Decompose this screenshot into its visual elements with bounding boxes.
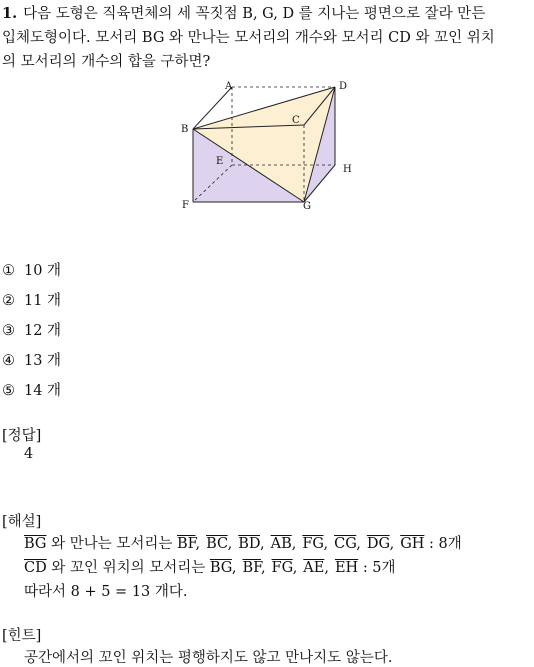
choice-3[interactable] (2, 319, 61, 340)
choice-mark: ② (2, 293, 15, 309)
vertex-label-C: C (292, 115, 300, 126)
choice-value: 13 개 (24, 353, 62, 369)
vertex-label-A: A (225, 81, 233, 92)
explanation-label: [해설] (2, 514, 42, 530)
question-line-1 (2, 2, 485, 23)
explanation-count-2: : 5개 (362, 560, 396, 576)
choice-mark: ① (2, 263, 15, 279)
edge-item: $\overline{BG}$ (209, 560, 232, 576)
edge-item: $\overline{AB}$ (270, 536, 292, 552)
vertex-label-E: E (216, 156, 224, 167)
segment-CD: $\overline{CD}$ (24, 560, 47, 576)
edge-item: $\overline{BF}$ (242, 560, 261, 576)
explanation-text-1: 와 만나는 모서리는 (51, 536, 173, 552)
edge-item: $\overline{AE}$ (303, 560, 325, 576)
edge-item: $\overline{CG}$ (334, 536, 357, 552)
edge-item: $\overline{EH}$ (334, 560, 359, 576)
edge-item: $\overline{BF}$ (177, 536, 196, 552)
answer-label: [정답] (2, 428, 42, 444)
hint-label: [힌트] (2, 628, 42, 644)
vertex-label-G: G (303, 201, 311, 212)
choice-mark: ⑤ (2, 383, 15, 399)
vertex-label-F: F (182, 200, 189, 211)
question-line-2: 입체도형이다. 모서리 BG 와 만나는 모서리의 개수와 모서리 CD 와 꼬인 위치 (2, 30, 495, 46)
explanation-line-3: 따라서 8 + 5 = 13 개다. (24, 584, 188, 600)
edge-item: $\overline{DG}$ (366, 536, 390, 552)
question-text-1: 다음 도형은 직육면체의 세 꼭짓점 B, G, D 를 지나는 평면으로 잘라 만든 (23, 6, 486, 22)
edge-item: $\overline{FG}$ (302, 536, 324, 552)
segment-BG: $\overline{BG}$ (24, 536, 47, 552)
question-line-3: 의 모서리의 개수의 합을 구하면? (2, 54, 211, 70)
hint-text: 공간에서의 꼬인 위치는 평행하지도 않고 만나지도 않는다. (24, 650, 393, 666)
explanation-line-2: $\overline{CD}$ 와 꼬인 위치의 모서리는 $\overline{BG}$, $\overline{BF}$, $\overline{FG}$, $\overline{AE}$, $\overline{EH}$ : 5개 (24, 560, 396, 576)
choice-5[interactable] (2, 379, 61, 400)
vertex-label-D: D (339, 81, 348, 92)
edge-item: $\overline{FG}$ (271, 560, 293, 576)
choice-mark: ④ (2, 353, 15, 369)
choice-value: 12 개 (24, 323, 62, 339)
choice-4[interactable] (2, 349, 61, 370)
choice-value: 11 개 (24, 293, 62, 309)
solid-figure (170, 74, 360, 214)
choice-value: 14 개 (24, 383, 62, 399)
choice-value: 10 개 (24, 263, 62, 279)
choice-1[interactable] (2, 259, 61, 280)
edge-item: $\overline{BD}$ (238, 536, 260, 552)
choice-mark: ③ (2, 323, 15, 339)
explanation-count-1: : 8개 (429, 536, 462, 552)
explanation-line-1: $\overline{BG}$ 와 만나는 모서리는 $\overline{BF}$, $\overline{BC}$, $\overline{BD}$, $\overline{AB}$, $\overline{FG}$, $\overline{CG}$, $\overline{DG}$, $\overline{GH}$ : 8개 (24, 536, 462, 552)
explanation-text-2: 와 꼬인 위치의 모서리는 (51, 560, 206, 576)
edge-item: $\overline{BC}$ (206, 536, 228, 552)
vertex-label-H: H (343, 164, 352, 175)
edge-item: $\overline{GH}$ (400, 536, 425, 552)
choice-2[interactable] (2, 289, 61, 310)
question-number: 1. (2, 5, 18, 22)
answer-value: 4 (24, 446, 34, 462)
vertex-label-B: B (181, 124, 189, 135)
